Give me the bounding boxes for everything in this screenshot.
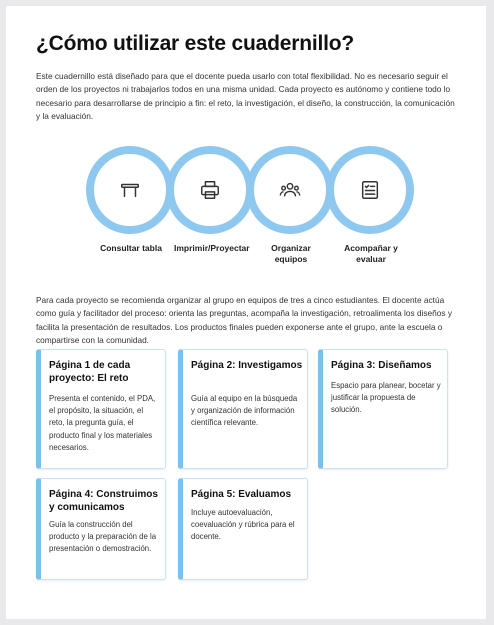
step-label: Imprimir/Proyectar bbox=[174, 243, 250, 253]
card-body: Guía la construcción del producto y la preparación de la presentación o demostración. bbox=[49, 520, 157, 554]
card-title: Página 4: Construimos y comunicamos bbox=[49, 489, 158, 513]
card-page-2 bbox=[178, 349, 308, 469]
card-page-3 bbox=[318, 349, 448, 469]
card-page-5 bbox=[178, 478, 308, 580]
table-icon bbox=[119, 179, 141, 201]
card-title: Página 2: Investigamos bbox=[191, 360, 303, 371]
step-labels bbox=[94, 243, 414, 273]
card-body: Guía al equipo en la búsqueda y organización de información científica relevante. bbox=[191, 394, 298, 428]
step-circle-evaluate bbox=[326, 146, 414, 234]
card-body: Incluye autoevaluación, coevaluación y rúbrica para el docente. bbox=[191, 508, 295, 542]
team-icon bbox=[279, 179, 301, 201]
organization-paragraph: Para cada proyecto se recomienda organizar al grupo en equipos de tres a cinco estudiantes. El docente actúa como guía y facilitador del proceso: orienta las preguntas, acompaña la investigación, retroalimenta los diseños y facilita la presentación de resultados. Los productos finales pueden exponerse ante el grupo, ante la escuela o compartirse con la comunidad. bbox=[36, 295, 452, 345]
step-circle-team bbox=[246, 146, 334, 234]
steps-diagram bbox=[86, 140, 406, 236]
printer-icon bbox=[199, 179, 221, 201]
step-label: Consultar tabla bbox=[100, 243, 162, 253]
intro-paragraph: Este cuadernillo está diseñado para que el docente pueda usarlo con total flexibilidad. No es necesario seguir el orden de los proyectos ni trabajarlos todos en una misma unidad. Cada proyecto es autónomo y contiene todo lo necesario para desarrollarse de principio a fin: el reto, la investigación, el diseño, la construcción, la comunicación y la evaluación. bbox=[36, 71, 455, 121]
card-body: Espacio para planear, bocetar y justificar la propuesta de solución. bbox=[331, 381, 441, 415]
page-title: ¿Cómo utilizar este cuadernillo? bbox=[36, 32, 354, 55]
card-page-4 bbox=[36, 478, 166, 580]
page bbox=[6, 6, 486, 619]
step-circle-print bbox=[166, 146, 254, 234]
step-label: Organizar equipos bbox=[271, 243, 311, 264]
step-label: Acompañar y evaluar bbox=[344, 243, 398, 264]
card-body: Presenta el contenido, el PDA, el propósito, la situación, el reto, la pregunta guía, el producto final y los materiales necesarios. bbox=[49, 394, 156, 452]
card-title: Página 1 de cada proyecto: El reto bbox=[49, 360, 131, 384]
card-page-1 bbox=[36, 349, 166, 469]
card-title: Página 3: Diseñamos bbox=[331, 360, 432, 371]
card-title: Página 5: Evaluamos bbox=[191, 489, 292, 500]
checklist-icon bbox=[359, 179, 381, 201]
step-circle-table bbox=[86, 146, 174, 234]
